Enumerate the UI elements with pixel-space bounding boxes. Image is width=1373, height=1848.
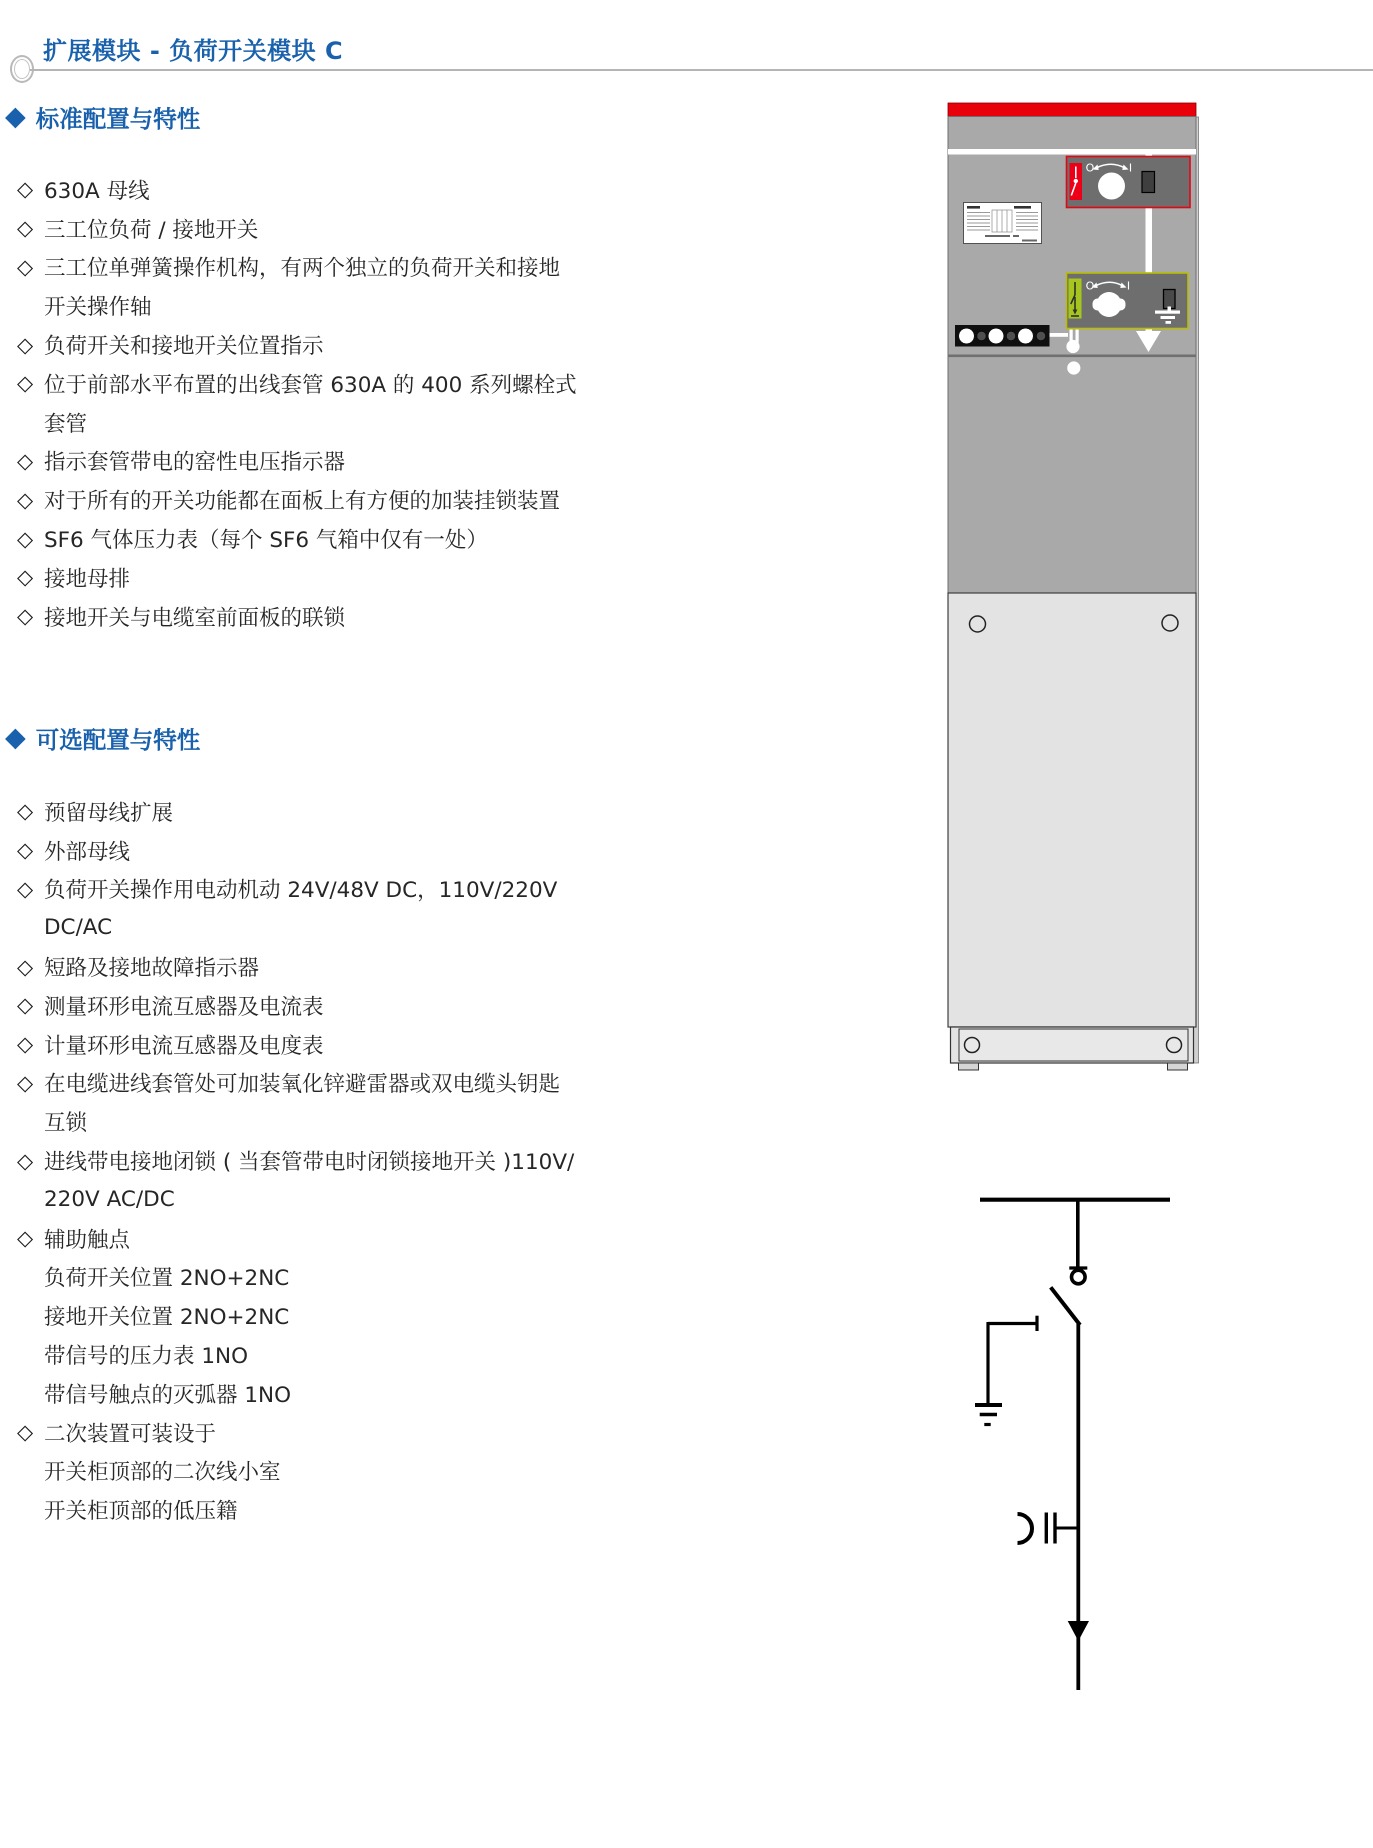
feature-text: 预留母线扩展 [44,800,174,826]
switchgear-figure [940,95,1202,1695]
door-screw [1162,615,1178,631]
diamond-bullet-icon: ◇ [17,526,34,551]
feature-text: 接地母排 [44,566,131,592]
earth-switch-panel [1067,273,1189,329]
feature-line [17,248,577,287]
feature-line [17,364,577,403]
feature-line [17,1296,574,1335]
panel-button-dot [1067,361,1080,374]
diamond-bullet-icon: ◇ [17,371,34,396]
feature-text: 负荷开关操作用电动机动 24V/48V DC，110V/220V [44,878,558,904]
diamond-bullet-icon: ◇ [17,876,34,901]
feature-text: 三工位单弹簧操作机构，有两个独立的负荷开关和接地 [44,256,561,282]
base-screw [965,1038,980,1053]
cabinet-base [951,1027,1194,1070]
switch-pivot-dot [1074,179,1078,183]
panel-on-label: I [1126,279,1131,293]
feature-line [17,1452,574,1491]
busbar-white-line [948,149,1196,155]
feature-text: 外部母线 [44,839,131,865]
section-heading-standard [5,100,200,134]
feature-line [17,1025,574,1064]
diamond-bullet-icon: ◇ [17,1148,34,1173]
cabinet-foot [959,1063,979,1070]
diamond-bullet-icon: ◇ [17,565,34,590]
nameplate [964,203,1042,244]
diamond-bullet-icon: ◇ [17,1420,34,1445]
feature-line [17,1219,574,1258]
feature-text: 三工位负荷 / 接地开关 [44,217,259,243]
feature-line [17,831,574,870]
panel-on-label: I [1128,161,1133,175]
feature-line [17,403,577,442]
diamond-bullet-icon: ◇ [17,448,34,473]
feature-line [17,325,577,364]
feature-line [17,1335,574,1374]
single-line-diagram [975,1199,1170,1690]
feature-line [17,480,577,519]
feature-line [17,1064,574,1103]
feature-line [17,908,574,947]
feature-text: 630A 母线 [44,178,150,204]
feature-line [17,519,577,558]
feature-line [17,558,577,597]
feature-text: 对于所有的开关功能都在面板上有方便的加装挂锁装置 [44,489,561,515]
feature-text: SF6 气体压力表（每个 SF6 气箱中仅有一处） [44,528,488,554]
section-title: 标准配置与特性 [35,105,201,133]
cabinet-divider-line [948,355,1196,358]
feature-text: 带信号触点的灭弧器 1NO [44,1382,292,1408]
diamond-bullet-icon: ◇ [17,254,34,279]
cabinet-foot [1168,1063,1188,1070]
diamond-bullet-icon: ◇ [17,487,34,512]
diamond-bullet-icon: ◇ [17,604,34,629]
diamond-bullet-icon: ◇ [17,954,34,979]
feature-text: 辅助触点 [44,1227,131,1253]
panel-off-label: O [1085,161,1095,175]
section-title: 可选配置与特性 [35,726,201,754]
feature-text: 在电缆进线套管处可加装氧化锌避雷器或双电缆头钥匙 [44,1072,561,1098]
section-heading-optional [5,721,200,755]
riser-connector-block [1142,172,1155,193]
feature-text: 套管 [44,411,88,437]
feature-line [17,1490,574,1529]
feature-line [17,1258,574,1297]
feature-line [17,792,574,831]
diamond-bullet-icon: ◇ [17,799,34,824]
feature-text: 接地开关位置 2NO+2NC [44,1305,290,1331]
fuse-block [1164,290,1176,309]
diamond-bullet-icon: ◇ [17,332,34,357]
feature-line [17,1413,574,1452]
feature-text: DC/AC [44,915,113,941]
cable-compartment-door [948,593,1196,1027]
diamond-bullet-icon: ◇ [17,177,34,202]
feature-line [17,870,574,909]
feature-line [17,286,577,325]
feature-text: 二次装置可装设于 [44,1421,217,1447]
load-switch-panel [1067,157,1191,208]
feature-line [17,1141,574,1180]
switchgear-svg [940,95,1202,1695]
feature-text: 互锁 [44,1111,88,1137]
cabinet-red-top-bar [948,103,1196,117]
cabinet-front-view [948,103,1199,1070]
feature-text: 带信号的压力表 1NO [44,1344,249,1370]
base-screw [1167,1038,1182,1053]
feature-text: 开关操作轴 [44,295,152,321]
load-switch-symbol [1051,1268,1088,1325]
feature-text: 接地开关与电缆室前面板的联锁 [44,605,346,631]
feature-line [17,209,577,248]
filled-diamond-icon: ◆ [5,100,26,132]
feature-text: 负荷开关和接地开关位置指示 [44,334,324,360]
feature-text: 220V AC/DC [44,1186,175,1212]
earth-operation-knob [1097,292,1122,317]
feature-text: 开关柜顶部的二次线小室 [44,1460,281,1486]
feature-line [17,1180,574,1219]
diamond-bullet-icon: ◇ [17,1032,34,1057]
diamond-bullet-icon: ◇ [17,1226,34,1251]
standard-features-list [17,170,577,636]
feature-text: 指示套管带电的窑性电压指示器 [44,450,346,476]
diamond-bullet-icon: ◇ [17,216,34,241]
feature-line [17,1374,574,1413]
diamond-bullet-icon: ◇ [17,1070,34,1095]
feature-text: 开关柜顶部的低压籍 [44,1499,238,1525]
title-underline [30,69,1373,71]
feature-line [17,597,577,636]
feature-text: 负荷开关位置 2NO+2NC [44,1266,290,1292]
feature-text: 测量环形电流互感器及电流表 [44,994,324,1020]
diamond-bullet-icon: ◇ [17,838,34,863]
page-title: 扩展模块 - 负荷开关模块 C [43,37,344,65]
feature-line [17,947,574,986]
filled-diamond-icon: ◆ [5,721,26,753]
panel-off-label: O [1085,279,1095,293]
feature-line [17,442,577,481]
capacitive-voltage-indicator-symbol [1018,1513,1079,1544]
feature-text: 位于前部水平布置的出线套管 630A 的 400 系列螺栓式 [44,372,577,398]
feature-line [17,1102,574,1141]
earth-switch-symbol [975,1316,1037,1425]
bushing-indicator-strip [955,325,1050,347]
feature-line [17,170,577,209]
door-screw [970,616,986,632]
feature-text: 计量环形电流互感器及电度表 [44,1033,324,1059]
feature-text: 进线带电接地闭锁 ( 当套管带电时闭锁接地开关 )110V/ [44,1150,575,1176]
feature-text: 短路及接地故障指示器 [44,956,260,982]
feature-line [17,986,574,1025]
cable-arrowhead [1068,1621,1089,1641]
diamond-bullet-icon: ◇ [17,993,34,1018]
operation-knob [1098,173,1125,200]
optional-features-list [17,792,574,1529]
